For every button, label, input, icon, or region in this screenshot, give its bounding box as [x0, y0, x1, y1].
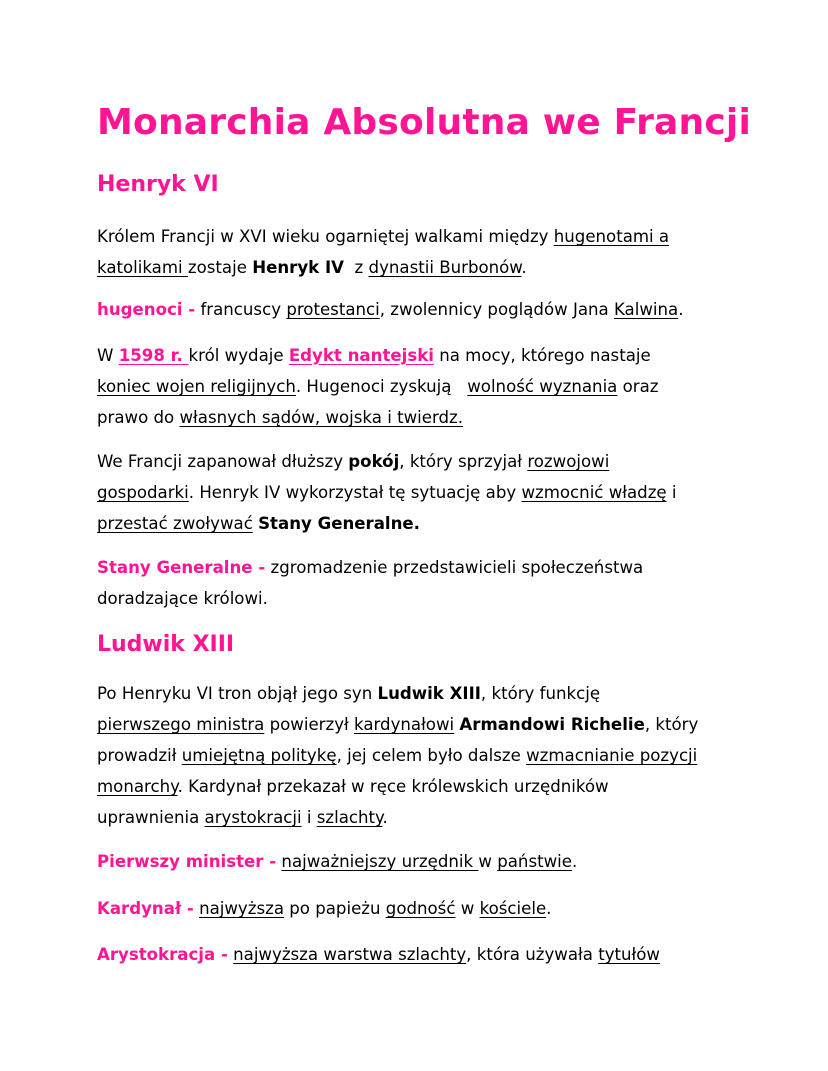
paragraph-pokoj	[97, 446, 757, 539]
text: .	[546, 899, 552, 918]
text: w	[455, 899, 480, 918]
text: .	[678, 300, 684, 319]
underlined-text: szlachty	[316, 808, 383, 827]
underlined-text: Kalwina	[613, 300, 679, 319]
underlined-text: katolikami	[97, 258, 188, 277]
underlined-text: kościele	[479, 899, 547, 918]
section-heading-ludwik: Ludwik XIII	[97, 632, 235, 657]
text: W	[97, 346, 119, 365]
text: , zwolennicy poglądów Jana	[379, 300, 614, 319]
bold-text: Armandowi Richelie	[459, 715, 645, 734]
highlighted-edict: Edykt nantejski	[288, 346, 434, 365]
underlined-text: gospodarki	[97, 483, 189, 502]
definition-stany-generalne	[97, 552, 757, 614]
text: zgromadzenie przedstawicieli społeczeństwa	[265, 558, 644, 577]
text: . Henryk IV wykorzystał tę sytuację aby	[188, 483, 522, 502]
text: , który	[644, 715, 699, 734]
underlined-text: monarchy	[97, 777, 178, 796]
paragraph-henryk-intro	[97, 221, 757, 283]
bold-text: Henryk IV	[252, 258, 344, 277]
underlined-text: godność	[385, 899, 456, 918]
text: francuscy	[195, 300, 287, 319]
underlined-text: najważniejszy urzędnik	[281, 852, 479, 871]
text: z	[343, 258, 369, 277]
bold-text: Ludwik XIII	[377, 684, 481, 703]
text: , który funkcję	[480, 684, 601, 703]
definition-hugenoci	[97, 294, 757, 325]
text: .	[382, 808, 388, 827]
underlined-text: umiejętną politykę	[181, 746, 337, 765]
underlined-text: własnych sądów, wojska i twierdz.	[179, 408, 464, 427]
text: powierzył	[264, 715, 355, 734]
text: , który sprzyjał	[399, 452, 528, 471]
underlined-text: wzmacnianie pozycji	[526, 746, 698, 765]
definition-term: Arystokracja -	[97, 945, 228, 964]
text: prowadził	[97, 746, 182, 765]
definition-term: Stany Generalne -	[97, 558, 266, 577]
section-heading-henryk: Henryk VI	[97, 172, 219, 197]
underlined-text: najwyższa warstwa szlachty	[233, 945, 467, 964]
text: We Francji zapanował dłuższy	[97, 452, 349, 471]
definition-term: Kardynał -	[97, 899, 194, 918]
underlined-text: wzmocnić władzę	[521, 483, 667, 502]
text: uprawnienia	[97, 808, 205, 827]
definition-term: Pierwszy minister -	[97, 852, 277, 871]
underlined-text: kardynałowi	[354, 715, 455, 734]
underlined-text: rozwojowi	[527, 452, 610, 471]
text: .	[521, 258, 527, 277]
underlined-text: arystokracji	[204, 808, 302, 827]
underlined-text: najwyższa	[199, 899, 284, 918]
definition-pierwszy-minister	[97, 846, 757, 877]
text: prawo do	[97, 408, 180, 427]
paragraph-ludwik	[97, 678, 757, 833]
definition-arystokracja	[97, 939, 757, 970]
text: . Kardynał przekazał w ręce królewskich urzędników	[177, 777, 609, 796]
underlined-text: hugenotami a	[553, 227, 670, 246]
highlighted-year: 1598 r.	[118, 346, 189, 365]
text: zostaje	[187, 258, 253, 277]
underlined-text: koniec wojen religijnych	[97, 377, 296, 396]
paragraph-edykt	[97, 340, 757, 433]
text: oraz	[617, 377, 659, 396]
text: Królem Francji w XVI wieku ogarniętej walkami między	[97, 227, 554, 246]
definition-term: hugenoci -	[97, 300, 196, 319]
underlined-text: protestanci	[286, 300, 380, 319]
text: . Hugenoci zyskują	[295, 377, 468, 396]
underlined-text: wolność wyznania	[467, 377, 618, 396]
text: po papieżu	[283, 899, 386, 918]
text: król wydaje	[188, 346, 289, 365]
text: Po Henryku VI tron objął jego syn	[97, 684, 378, 703]
bold-text: pokój	[348, 452, 400, 471]
text: , jej celem było dalsze	[336, 746, 527, 765]
bold-text: Stany Generalne.	[258, 514, 420, 533]
underlined-text: przestać zwoływać	[97, 514, 253, 533]
text: .	[572, 852, 578, 871]
underlined-text: pierwszego ministra	[97, 715, 265, 734]
text: , która używała	[466, 945, 599, 964]
text: na mocy, którego nastaje	[433, 346, 651, 365]
definition-kardynal	[97, 893, 757, 924]
underlined-text: państwie	[497, 852, 572, 871]
underlined-text: tytułów	[598, 945, 660, 964]
text: w	[478, 852, 498, 871]
text: i	[301, 808, 317, 827]
page-title: Monarchia Absolutna we Francji	[97, 102, 751, 143]
underlined-text: dynastii Burbonów	[368, 258, 522, 277]
text: i	[666, 483, 677, 502]
text: doradzające królowi.	[97, 589, 268, 608]
